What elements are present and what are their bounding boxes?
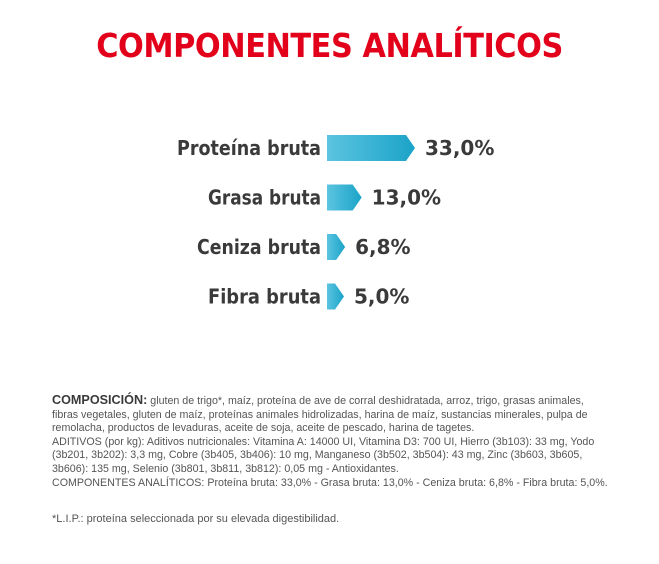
composition-additives: ADITIVOS (por kg): Aditivos nutricionales: Vitamina A: 14000 UI, Vitamina D3: 700 UI, Hierro (3b103): 33 mg, Yodo (3b201, 3b202): 3,3 mg, Cobre (3b405, 3b406): 10 mg, Manganeso (3b502, 3b504): 43 mg, Zinc (3b603, 3b605, 3b606): 135 mg, Selenio (3b801, 3b811, 3b812): 0,05 mg - Antioxidantes. [52, 435, 595, 475]
composition-text [52, 393, 610, 490]
bar-chart [0, 120, 659, 320]
composition-heading: COMPOSICIÓN: [52, 392, 148, 407]
category-label: Fibra bruta [208, 284, 321, 309]
bar [327, 234, 345, 260]
composition-paragraph [52, 393, 610, 436]
category-label: Ceniza bruta [197, 235, 321, 259]
page-title: COMPONENTES ANALÍTICOS [96, 26, 563, 65]
value-label: 5,0% [354, 284, 410, 309]
value-label: 33,0% [425, 136, 495, 160]
footnote: *L.I.P.: proteína seleccionada por su elevada digestibilidad. [52, 513, 340, 525]
category-label: Grasa bruta [208, 185, 321, 210]
bar [327, 185, 362, 211]
composition-ingredients: gluten de trigo*, maíz, proteína de ave de corral deshidratada, arroz, trigo, grasas animales, fibras vegetales, gluten de maíz, proteínas animales hidrolizadas, harina de maíz, sustancias minerales, pulpa de remolacha, productos de levaduras, aceite de soja, aceite de pescado, harina de tagetes. [52, 395, 588, 435]
value-label: 6,8% [355, 235, 411, 259]
bar [327, 135, 415, 161]
category-label: Proteína bruta [177, 136, 321, 160]
composition-analytical: COMPONENTES ANALÍTICOS: Proteína bruta: 33,0% - Grasa bruta: 13,0% - Ceniza bruta: 6,8% - Fibra bruta: 5,0%. [52, 476, 608, 489]
value-label: 13,0% [371, 185, 442, 210]
bar [327, 284, 344, 310]
